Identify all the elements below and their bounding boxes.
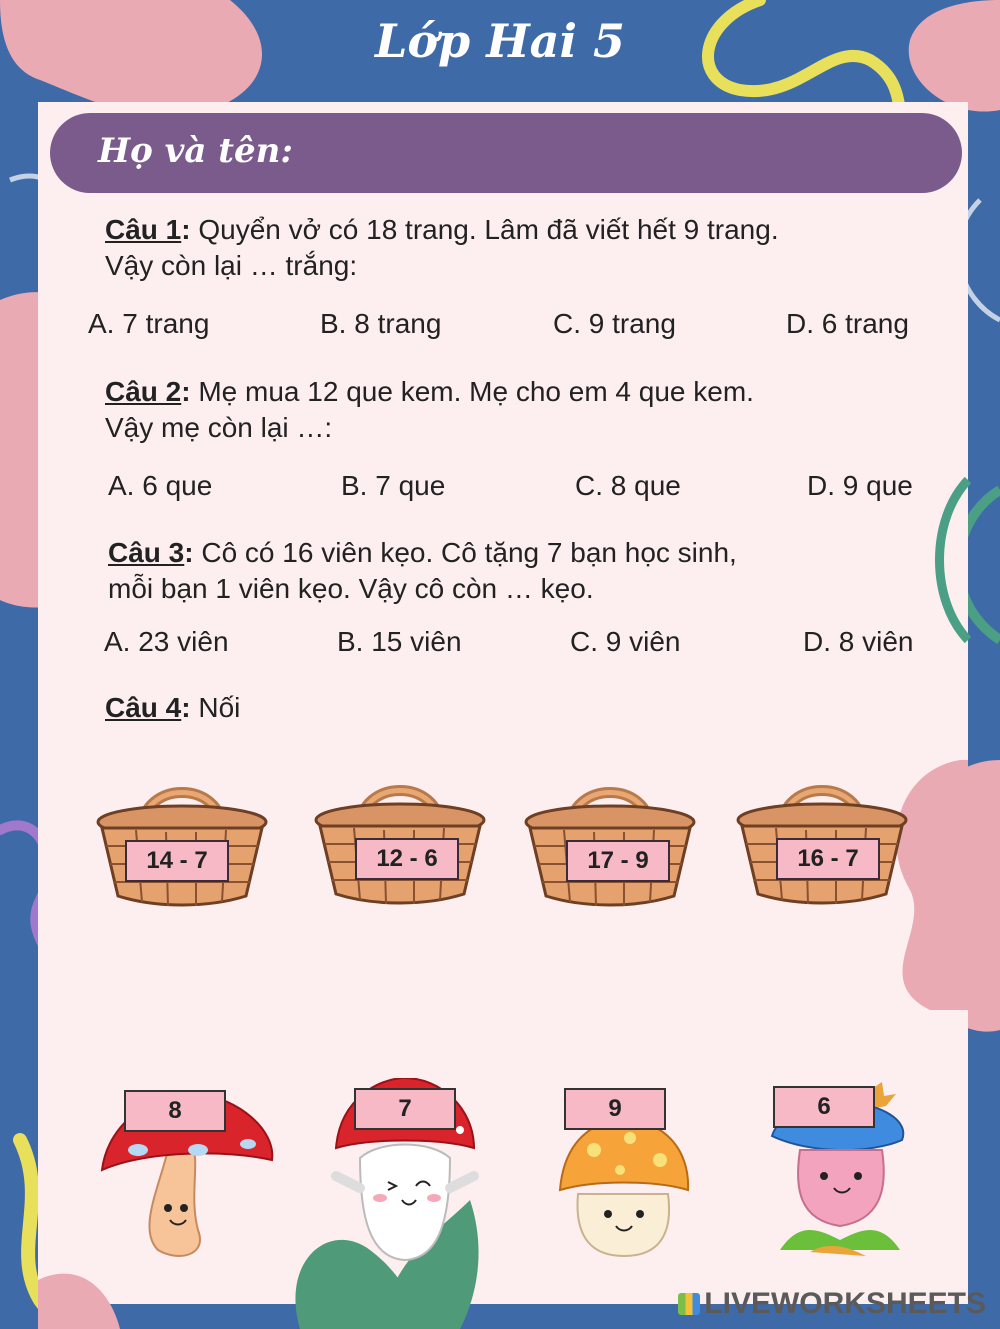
page-title: Lớp Hai 5 <box>375 14 625 68</box>
liveworksheets-logo[interactable] <box>678 1287 986 1321</box>
q2-option-a[interactable]: A. 6 que <box>108 470 213 501</box>
basket-label-4: 16 - 7 <box>776 838 880 880</box>
q2-option-b[interactable]: B. 7 que <box>341 470 446 501</box>
q3-option-a[interactable]: A. 23 viên <box>104 626 229 657</box>
q3-option-d[interactable]: D. 8 viên <box>803 626 914 657</box>
name-label: Họ và tên: <box>98 131 293 171</box>
q1-option-b[interactable]: B. 8 trang <box>320 308 442 339</box>
question-4-label: Câu 4 <box>105 692 182 723</box>
mushroom-number-2: 7 <box>354 1088 456 1130</box>
question-1-label: Câu 1 <box>105 214 182 245</box>
q1-option-c[interactable]: C. 9 trang <box>553 308 676 339</box>
q2-option-c[interactable]: C. 8 que <box>575 470 681 501</box>
question-3-label: Câu 3 <box>108 537 185 568</box>
basket-label-3: 17 - 9 <box>566 840 670 882</box>
question-3: Câu 3: Cô có 16 viên kẹo. Cô tặng 7 bạn học sinh, mỗi bạn 1 viên kẹo. Vậy cô còn … kẹo. <box>108 535 737 607</box>
question-1-text-line2: Vậy còn lại … trắng: <box>105 250 358 281</box>
liveworksheets-brand: LIVEWORKSHEETS <box>704 1287 986 1320</box>
q3-option-c[interactable]: C. 9 viên <box>570 626 681 657</box>
mushroom-number-1: 8 <box>124 1090 226 1132</box>
question-1-text: Quyển vở có 18 trang. Lâm đã viết hết 9 trang. <box>190 214 779 245</box>
q1-option-a[interactable]: A. 7 trang <box>88 308 210 339</box>
question-2-text: Mẹ mua 12 que kem. Mẹ cho em 4 que kem. <box>190 376 754 407</box>
mushroom-number-4: 6 <box>773 1086 875 1128</box>
basket-label-2: 12 - 6 <box>355 838 459 880</box>
question-1: Câu 1: Quyển vở có 18 trang. Lâm đã viết hết 9 trang. Vậy còn lại … trắng: <box>105 212 779 284</box>
basket-label-1: 14 - 7 <box>125 840 229 882</box>
q3-option-b[interactable]: B. 15 viên <box>337 626 462 657</box>
question-2-text-line2: Vậy mẹ còn lại …: <box>105 412 333 443</box>
question-2: Câu 2: Mẹ mua 12 que kem. Mẹ cho em 4 que kem. Vậy mẹ còn lại …: <box>105 374 754 446</box>
q1-option-d[interactable]: D. 6 trang <box>786 308 909 339</box>
mushroom-icon-3[interactable] <box>554 1110 694 1260</box>
name-banner <box>50 113 962 193</box>
liveworksheets-icon <box>678 1293 700 1315</box>
question-3-text-line2: mỗi bạn 1 viên kẹo. Vậy cô còn … kẹo. <box>108 573 594 604</box>
question-2-label: Câu 2 <box>105 376 182 407</box>
mushroom-number-3: 9 <box>564 1088 666 1130</box>
q2-option-d[interactable]: D. 9 que <box>807 470 913 501</box>
question-4-text: Nối <box>190 692 241 723</box>
question-4: Câu 4: Nối <box>105 692 241 723</box>
question-3-text: Cô có 16 viên kẹo. Cô tặng 7 bạn học sinh, <box>193 537 737 568</box>
